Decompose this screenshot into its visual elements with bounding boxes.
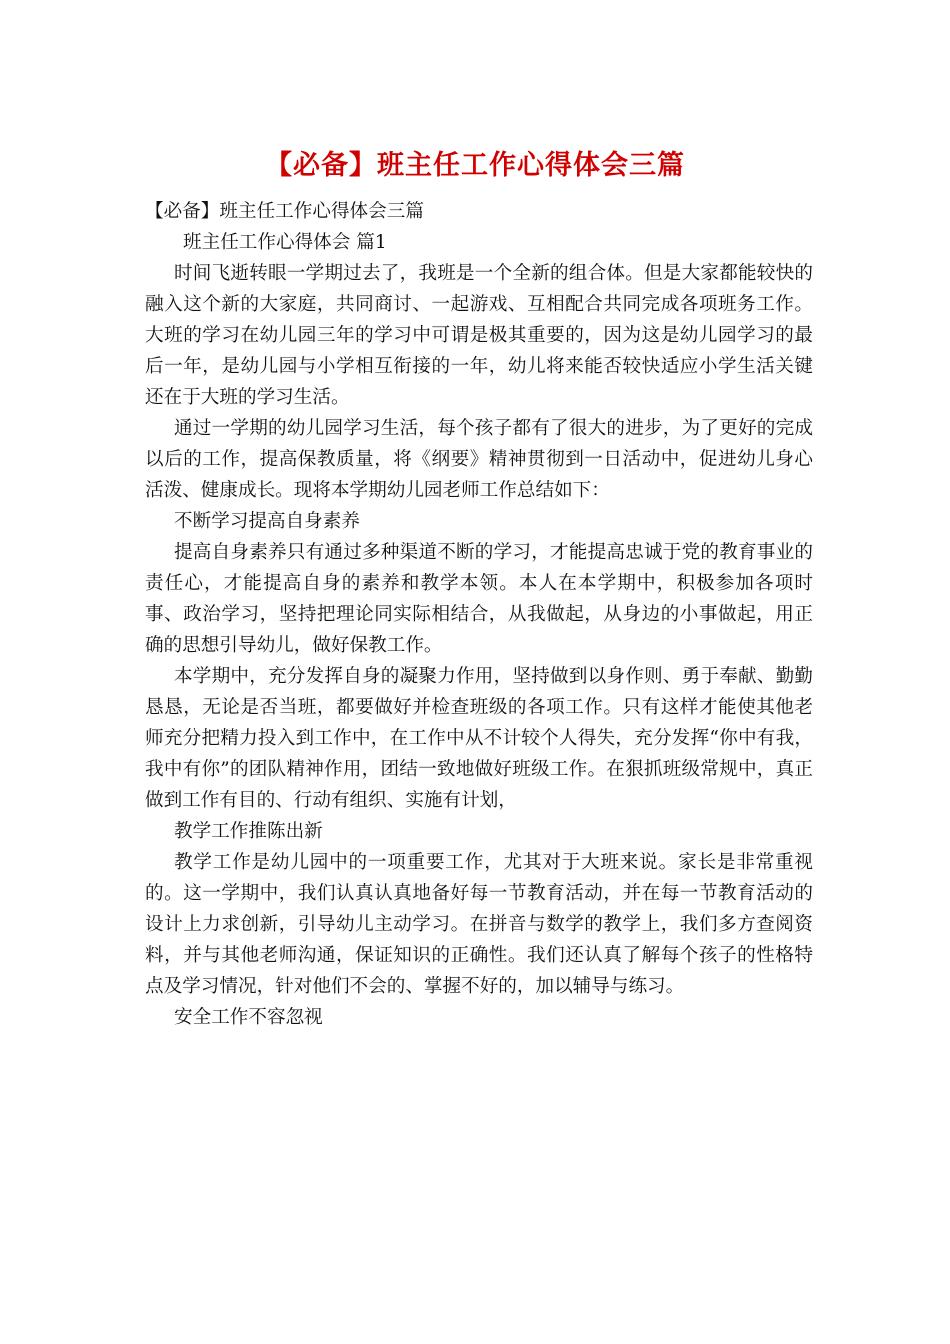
part-title: 班主任工作心得体会 篇1 — [183, 232, 387, 253]
paragraph: 本学期中，充分发挥自身的凝聚力作用，坚持做到以身作则、勇于奉献、勤勤恳恳，无论是否当班，都要做好并检查班级的各项工作。只有这样才能使其他老师充分把精力投入到工作中，在工作中从不计较个人得失，充分发挥“你中有我，我中有你”的团队精神作用，团结一致地做好班级工作。在狠抓班级常规中，真正做到工作有目的、行动有组织、实施有计划， — [145, 666, 813, 811]
section-heading: 安全工作不容忽视 — [174, 1007, 323, 1028]
paragraph: 通过一学期的幼儿园学习生活，每个孩子都有了很大的进步，为了更好的完成以后的工作，提高保教质量，将《纲要》精神贯彻到一日活动中，促进幼儿身心活泼、健康成长。现将本学期幼儿园老师工作总结如下： — [145, 418, 813, 501]
document-title: 【必备】班主任工作心得体会三篇 — [265, 150, 685, 181]
repeat-title: 【必备】班主任工作心得体会三篇 — [145, 201, 424, 222]
paragraph: 教学工作是幼儿园中的一项重要工作，尤其对于大班来说。家长是非常重视的。这一学期中，我们认真认真地备好每一节教育活动，并在每一节教育活动的设计上力求创新，引导幼儿主动学习。在拼音与数学的教学上，我们多方查阅资料，并与其他老师沟通，保证知识的正确性。我们还认真了解每个孩子的性格特点及学习情况，针对他们不会的、掌握不好的，加以辅导与练习。 — [145, 852, 813, 997]
paragraph: 提高自身素养只有通过多种渠道不断的学习，才能提高忠诚于党的教育事业的责任心，才能提高自身的素养和教学本领。本人在本学期中，积极参加各项时事、政治学习，坚持把理论同实际相结合，从我做起，从身边的小事做起，用正确的思想引导幼儿，做好保教工作。 — [145, 542, 813, 656]
section-heading: 教学工作推陈出新 — [174, 821, 323, 842]
section-heading: 不断学习提高自身素养 — [174, 511, 360, 532]
document-body — [145, 196, 813, 1033]
paragraph: 时间飞逝转眼一学期过去了，我班是一个全新的组合体。但是大家都能较快的融入这个新的大家庭，共同商讨、一起游戏、互相配合共同完成各项班务工作。大班的学习在幼儿园三年的学习中可谓是极其重要的，因为这是幼儿园学习的最后一年，是幼儿园与小学相互衔接的一年，幼儿将来能否较快适应小学生活关键还在于大班的学习生活。 — [145, 263, 813, 408]
